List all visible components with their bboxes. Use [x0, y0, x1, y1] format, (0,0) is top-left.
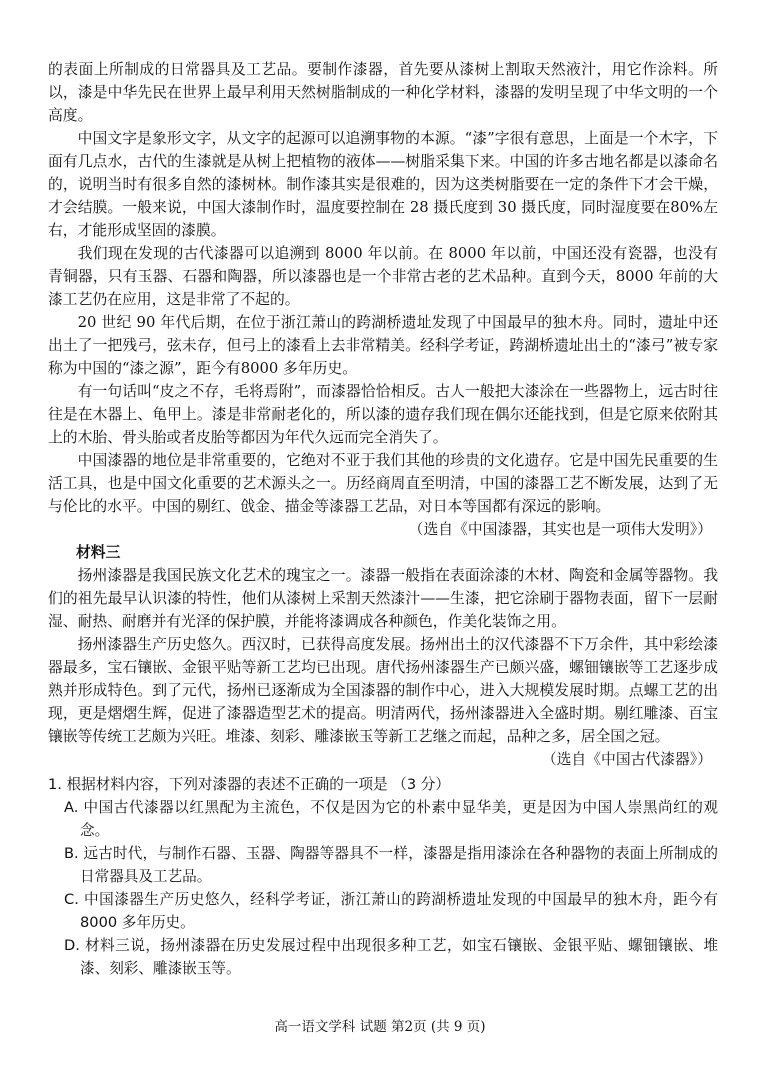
material3-heading: 材料三: [76, 544, 121, 561]
exam-page-body: [48, 58, 718, 980]
question-1-option-a: A. 中国古代漆器以红黑配为主流色，不仅是因为它的朴素中显华美，更是因为中国人崇黑尚红的观念。: [64, 799, 718, 839]
question-1-stem: 1. 根据材料内容，下列对漆器的表述不正确的一项是 （3 分）: [48, 776, 450, 793]
material2-paragraph-5: 有一句话叫“皮之不存，毛将焉附”，而漆器恰恰相反。古人一般把大漆涂在一些器物上，远古时往往是在木器上、龟甲上。漆是非常耐老化的，所以漆的遗存我们现在偶尔还能找到，但是它原来依附其上的木胎、骨头胎或者皮胎等都因为年代久远而完全消失了。: [48, 383, 718, 446]
material2-paragraph-4: 20 世纪 90 年代后期，在位于浙江萧山的跨湖桥遗址发现了中国最早的独木舟。同时，遗址中还出土了一把残弓，弦未存，但弓上的漆看上去非常精美。经科学考证，跨湖桥遗址出土的“漆弓”被专家称为中国的“漆之源”，距今有8000 多年历史。: [48, 314, 718, 377]
question-1-option-c: C. 中国漆器生产历史悠久，经科学考证，浙江萧山的跨湖桥遗址发现的中国最早的独木舟，距今有8000 多年历史。: [64, 891, 718, 931]
page-footer: 高一语文学科 试题 第2页 (共 9 页): [274, 1019, 486, 1035]
material2-paragraph-3: 我们现在发现的古代漆器可以追溯到 8000 年以前。在 8000 年以前，中国还没有瓷器，也没有青铜器，只有玉器、石器和陶器，所以漆器也是一个非常古老的艺术品种。直到今天，8000 年前的大漆工艺仍在应用，这是非常了不起的。: [48, 245, 718, 308]
material3-paragraph-2: 扬州漆器生产历史悠久。西汉时，已获得高度发展。扬州出土的汉代漆器不下万余件，其中彩绘漆器最多，宝石镶嵌、金银平贴等新工艺均已出现。唐代扬州漆器生产已颇兴盛，螺钿镶嵌等工艺逐步成熟并形成特色。到了元代，扬州已逐渐成为全国漆器的制作中心，进入大规模发展时期。点螺工艺的出现，更是熠熠生辉，促进了漆器造型艺术的提高。明清两代，扬州漆器进入全盛时期。剔红雕漆、百宝镶嵌等传统工艺颇为兴旺。堆漆、刻彩、雕漆嵌玉等新工艺继之而起，品种之多，居全国之冠。: [48, 636, 718, 745]
question-1-option-b: B. 远古时代，与制作石器、玉器、陶器等器具不一样，漆器是指用漆涂在各种器物的表面上所制成的日常器具及工艺品。: [64, 845, 718, 885]
material2-paragraph-2: 中国文字是象形文字，从文字的起源可以追溯事物的本源。“漆”字很有意思，上面是一个木字，下面有几点水，古代的生漆就是从树上把植物的液体——树脂采集下来。中国的许多古地名都是以漆命名的，说明当时有很多自然的漆树林。制作漆其实是很难的，因为这类树脂要在一定的条件下才会干燥，才会结膜。一般来说，中国大漆制作时，温度要控制在 28 摄氏度到 30 摄氏度，同时湿度要在80%左右，才能形成坚固的漆膜。: [48, 130, 718, 239]
material3-paragraph-1: 扬州漆器是我国民族文化艺术的瑰宝之一。漆器一般指在表面涂漆的木材、陶瓷和金属等器物。我们的祖先最早认识漆的特性，他们从漆树上采割天然漆汁——生漆，把它涂刷于器物表面，留下一层耐湿、耐热、耐磨并有光泽的保护膜，并能将漆调成各种颜色，作美化装饰之用。: [48, 567, 718, 630]
material2-paragraph-6: 中国漆器的地位是非常重要的，它绝对不亚于我们其他的珍贵的文化遗存。它是中国先民重要的生活工具，也是中国文化重要的艺术源头之一。历经商周直至明清，中国的漆器工艺不断发展，达到了无与伦比的水平。中国的剔红、戗金、描金等漆器工艺品，对日本等国都有深远的影响。: [48, 452, 718, 515]
question-1-option-d: D. 材料三说，扬州漆器在历史发展过程中出现很多种工艺，如宝石镶嵌、金银平贴、螺钿镶嵌、堆漆、刻彩、雕漆嵌玉等。: [64, 937, 718, 977]
material2-paragraph-1: 的表面上所制成的日常器具及工艺品。要制作漆器，首先要从漆树上割取天然液汁，用它作涂料。所以，漆是中华先民在世界上最早利用天然树脂制成的一种化学材料，漆器的发明呈现了中华文明的一个高度。: [48, 61, 718, 124]
material3-source: （选自《中国古代漆器》）: [541, 751, 712, 768]
material2-source: （选自《中国漆器，其实也是一项伟大发明》）: [408, 521, 712, 538]
